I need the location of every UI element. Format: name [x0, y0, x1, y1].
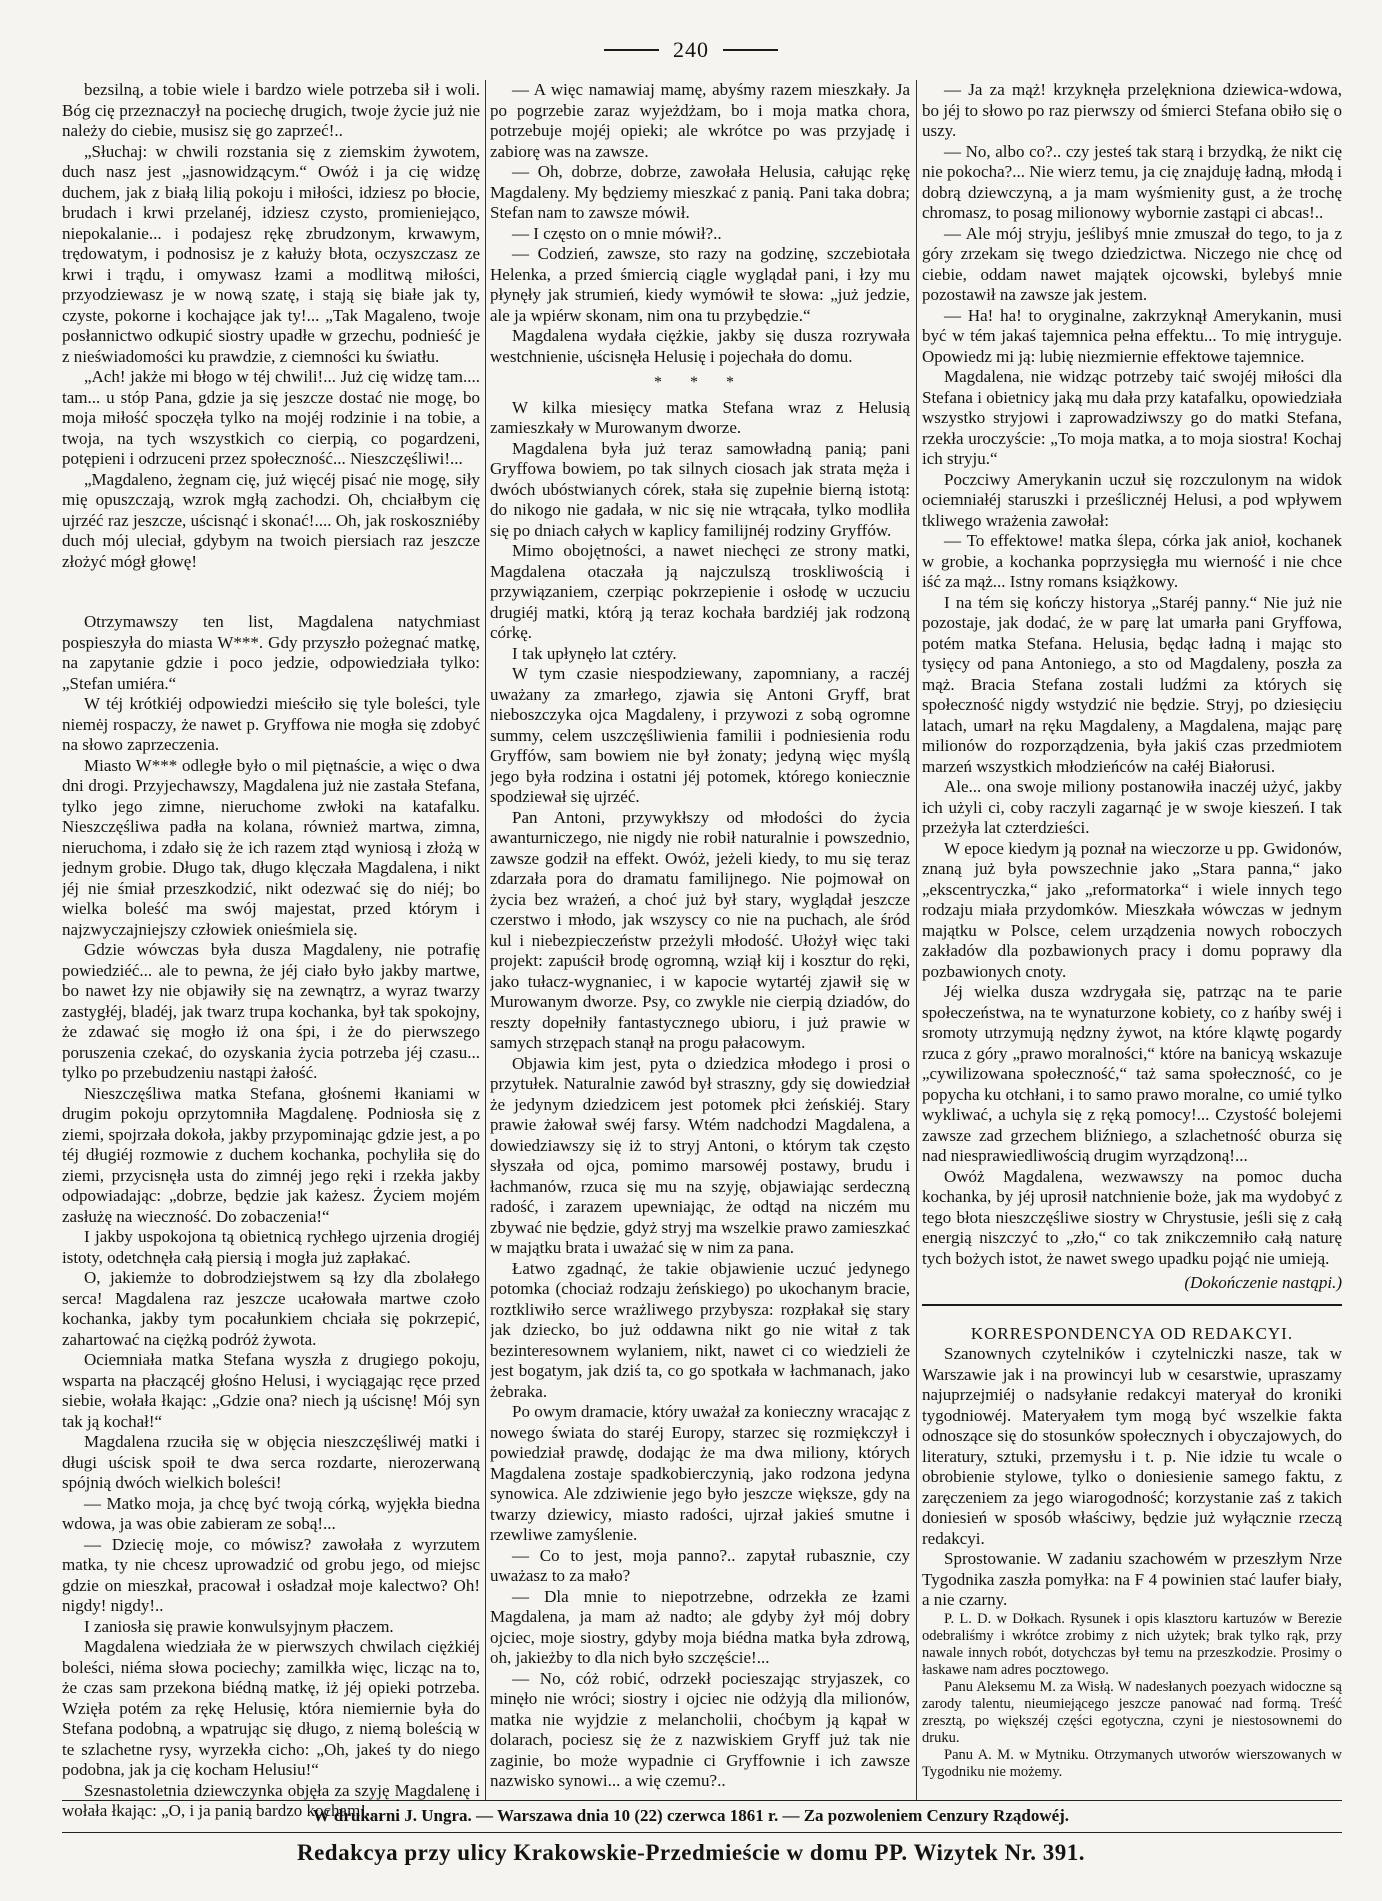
paragraph: — Dziecię moje, co mówisz? zawołała z wyrzutem matka, ty nie chcesz uprowadzić od grobu jego, od miejsc gdzie on mieszkał, pracował i osładzał moje kalectwo? Oh! nigdy! nigdy!..: [62, 1534, 480, 1615]
paragraph: I tak upłynęło lat cztéry.: [512, 643, 677, 663]
paragraph: — To effektowe! matka ślepa, córka jak anioł, kochanek w grobie, a kochanka poprzysięgła mu wierność i nie chce iść za mąż... Istny romans książkowy.: [922, 531, 1342, 591]
paragraph: Nieszczęśliwa matka Stefana, głośnemi łkaniami w drugim pokoju oprzytomniła Magdalenę. Podniosła się z ziemi, spojrzała dokoła, jakby przypominając gdzie jest, a po téj długiéj rozmowie z duchem kochanka, pochyliła się do ziemi, przycisnęła usta do zimnéj jego ręki i rzekła jakby odpowiadając: „dobrze, będzie jak każesz. Życiem mojém zasłużę na wieczność. Do zobaczenia!“: [62, 1083, 480, 1226]
paragraph: — Ha! ha! to oryginalne, zakrzyknął Amerykanin, musi być w tém jakaś tajemnica pełna effektu... To mię intryguje. Opowiedz mi ją: lubię niezmiernie effektowe tajemnice.: [922, 305, 1342, 366]
column-1: [62, 80, 480, 1820]
paragraph: — Dla mnie to niepotrzebne, odrzekła ze łzami Magdalena, ja mam aż nadto; ale gdyby żył mój dobry ojciec, moje siostry, gdyby moja biédna matka była zdrową, oh, jakieżby to dla nich było szczęście!...: [490, 1586, 910, 1667]
paragraph: Mimo obojętności, a nawet niechęci ze strony matki, Magdalena otaczała ją najczulszą troskliwością i przywiązaniem, czerpiąc pokrzepienie i osłodę w uczuciu drugiéj matki, którą ją teraz kochała bardziéj jak rodzoną córkę.: [490, 541, 910, 642]
paragraph: — No, cóż robić, odrzekł pocieszając stryjaszek, co minęło nie wróci; siostry i ojciec nie odżyją dla milionów, matka nie wyjdzie z melancholii, choćbym ją kąpał w dolarach, pociesz się że z nazwiskiem Gryff już tak nie zaginie, bo może wypadnie ci Gryffownie i ich zawsze nazwisko synowi... a wię czemu?..: [490, 1668, 910, 1790]
paragraph: I jakby uspokojona tą obietnicą rychłego ujrzenia drogiéj istoty, odetchnęła całą piersią i mogła już zapłakać.: [62, 1227, 480, 1267]
page-header: [0, 30, 1382, 70]
section-stars: * * *: [654, 374, 746, 391]
paragraph: W téj krótkiéj odpowiedzi mieściło się tyle boleści, tyle niemėj rospaczy, że nawet p. Gryffowa nie mogła się zdobyć na słowo zaprzeczenia.: [62, 694, 480, 754]
paragraph: Otrzymawszy ten list, Magdalena natychmiast pospieszyła do miasta W***. Gdy przyszło pożegnać matkę, na zapytanie gdzie i poco jedzie, odpowiedziała tylko: „Stefan umiéra.“: [62, 612, 480, 693]
paragraph: Sprostowanie. W zadaniu szachowém w przeszłym Nrze Tygodnika zaszła pomyłka: na F 4 powinien stać laufer biały, a nie czarny.: [922, 1549, 1342, 1609]
section-rule: [922, 1304, 1342, 1306]
paragraph: „Ach! jakże mi błogo w téj chwili!... Już cię widzę tam.... tam... u stóp Pana, gdzie ja się jeszcze dostać nie mogę, bo moja miłość spoczęła tylko na mojéj rodzinie i na tobie, a twoja, na tych wszystkich co cierpią, co pogardzeni, potępieni i odrzuceni przez społeczność... Nieszczęśliwi!...: [62, 367, 480, 468]
page-number: 240: [673, 37, 709, 62]
paragraph: — I często on o mnie mówił?..: [512, 223, 722, 243]
column-3: [922, 80, 1342, 1820]
paragraph: — Ja za mąż! krzyknęła przelękniona dziewica-wdowa, bo jéj to słowo po raz pierwszy od śmierci Stefana obiło się o uszy.: [922, 80, 1342, 140]
paragraph: bezsilną, a tobie wiele i bardzo wiele potrzeba sił i woli. Bóg cię przeznaczył na pociechę drugich, twoje życie już nie należy do ciebie, musisz się go zaprzeć!..: [62, 80, 480, 140]
paragraph: Gdzie wówczas była dusza Magdaleny, nie potrafię powiedziéć... ale to pewna, że jéj ciało było jakby martwe, bo nawet łzy nie objawiły się na zewnątrz, a wyraz twarzy zastygłéj, bladéj, jak twarz trupa kochanka, był tak spokojny, że zdawać się mogło iż ona śpi, i że do pierwszego poruszenia czekać, do ozyskania życia potrzeba jéj czasu... tylko po przebudzeniu nastąpi żałość.: [62, 940, 480, 1082]
paragraph: Po owym dramacie, który uważał za konieczny wracając z nowego świata do staréj Europy, starzec się rozmiękczył i powiedział prawdę, dodając że ma dwa miliony, których Magdalena zostaje spadkobierczynią, jako rodzona jedyna synowica. Ale zdziwienie jego było jeszcze większe, gdy na twarzy dziewicy, miasto radości, ujrzał jakieś smutne i rzewliwe zamyślenie.: [490, 1402, 910, 1544]
header-rule-right: [723, 49, 778, 51]
paragraph: W kilka miesięcy matka Stefana wraz z Helusią zamieszkały w Murowanym dworze.: [490, 397, 910, 437]
paragraph: — Matko moja, ja chcę być twoją córką, wyjękła biedna wdowa, ja was obie zabieram ze sobą!...: [62, 1493, 480, 1533]
paragraph: Pan Antoni, przywykłszy od młodości do życia awanturniczego, nie nigdy nie robił naturalnie i powszednio, zawsze godził na effekt. Owóż, jeżeli kiedy, to mu się teraz zdarzała pora do dramatu familijnego. Nie pojmował on życia bez wrażeń, a choć już był stary, wyglądał jeszcze czerstwo i młodo, jak wszyscy co nie na puchach, ale śród kul i niebezpieczeństw przeżyli młodość. Ułożył więc taki projekt: zapuścił brodę ogromną, wziął kij i kosztur do ręki, jako tułacz-wygnaniec, i w kapocie wytartéj zjawił się w Murowanym dworze. Psy, co zwykle nie cierpią dziadów, do reszty dopełniły fantastycznego ubioru, i już prawie w samych strzępach stanął na progu pałacowym.: [490, 807, 910, 1052]
paragraph: — No, albo co?.. czy jesteś tak starą i brzydką, że nikt cię nie pokocha?... Nie wierz temu, ja cię znajduję ładną, młodą i dobrą dziewczyną, a ja mam wyśmienity gust, a że trochę chromasz, to posag milionowy wybornie zastąpi ci abcas!..: [922, 141, 1342, 222]
paragraph: Magdalena, nie widząc potrzeby taić swojéj miłości dla Stefana i obietnicy jaką mu dała przy katafalku, opowiedziała wszystko stryjowi i zaprowadziwszy go do matki Stefana, rzekła uroczyście: „To moja matka, a to moja siostra! Kochaj ich stryju.“: [922, 367, 1342, 468]
paragraph: Magdalena rzuciła się w objęcia nieszczęśliwéj matki i długi uścisk spoił te dwa serca rozdarte, nierozerwaną spójnią dwóch wielkich boleści!: [62, 1432, 480, 1492]
paragraph: — Oh, dobrze, dobrze, zawołała Helusia, całując rękę Magdaleny. My będziemy mieszkać z panią. Pani taka dobra; Stefan nam to zawsze mówił.: [490, 162, 910, 222]
paragraph: O, jakiemże to dobrodziejstwem są łzy dla zbolałego serca! Magdalena raz jeszcze ucałowała martwe czoło kochanka, jakby tym pocałunkiem chciała się pokrzepić, zahartować na ciężką podróż żywota.: [62, 1268, 480, 1349]
paragraph: Szanownych czytelników i czytelniczki nasze, tak w Warszawie jak i na prowincyi lub w cesarstwie, upraszamy najuprzejmiéj o nadsyłanie redakcyi materyał do kroniki tygodniowéj. Materyałem tym mogą być wszelkie fakta odnoszące się do stosunków społecznych i obyczajowych, do literatury, sztuki, przemysłu i t. p. Nie idzie tu wcale o obrobienie stylowe, tylko o doniesienie samego faktu, z zaręczeniem za jego wiarogodność; korzystanie zaś z takich doniesień w sposób właściwy, będzie już wyłącznie rzeczą redakcyi.: [922, 1344, 1342, 1548]
paragraph: Szesnastoletnia dziewczynka objęła za szyję Magdalenę i wołała łkając: „O, i ja panią bardzo kocham!..: [62, 1780, 480, 1820]
paragraph: Magdalena wydała ciężkie, jakby się dusza rozrywała westchnienie, uścisnęła Helusię i pojechała do domu.: [490, 326, 910, 366]
column-2: [490, 80, 910, 1820]
section-title: KORRESPONDENCYA OD REDAKCYI.: [970, 1323, 1294, 1343]
paragraph: W tym czasie niespodziewany, zapomniany, a raczéj uważany za zmarłego, zjawia się Antoni Gryff, brat nieboszczyka ojca Magdaleny, i przywozi z sobą ogromne summy, celem uszczęśliwienia familii i podniesienia rodu Gryffów, sam bowiem nie był żonaty; jedyną więc myślą jego była rodzina i ostatni jéj potomek, którego koniecznie spodziewał się ujrzéć.: [490, 664, 910, 806]
paragraph: — Co to jest, moja panno?.. zapytał rubasznie, czy uważasz to za mało?: [490, 1545, 910, 1585]
paragraph: „Słuchaj: w chwili rozstania się z ziemskim żywotem, duch nasz jest „jasnowidzącym.“ Owóż i ja cię widzę duchem, jak z białą lilią pokoju i miłości, idziesz po błocie, brudach i krwi przelanéj, idziesz czysto, promieniejąco, niepokalanie... i podajesz rękę zbrudzonym, krwawym, trędowatym, i podnosisz je z kałuży błota, oczyszczasz ze krwi i trądu, i omywasz łzami a modlitwą miłości, przyodziewasz je w nową szatę, i stają się białe jak ty, czyste, pokorne i kochające jak ty!... „Tak Magaleno, twoje posłannictwo odkupić siostry upadłe w grzechu, podnieść je z nieświadomości ku prawdzie, z ciemności ku światłu.: [62, 141, 480, 366]
paragraph: Miasto W*** odległe było o mil piętnaście, a więc o dwa dni drogi. Przyjechawszy, Magdalena już nie zastała Stefana, tylko jego zimne, nieruchome zwłoki na katafalku. Nieszczęśliwa padła na kolana, również martwa, zimna, nieruchoma, i zdało się że ich razem ztąd wyniosą i złożą w jednym grobie. Długo tak, długo klęczała Magdalena, i nikt jéj nie śmiał przeszkodzić, nikt odezwać się do niéj; bo wielka boleść ma swój majestat, przed którym i najzwyczajniejszy człowiek onieśmiela się.: [62, 755, 480, 939]
spacer: [62, 572, 480, 612]
printer-imprint: W drukarni J. Ungra. — Warszawa dnia 10 (22) czerwca 1861 r. — Za pozwoleniem Cenzury Rządowéj.: [312, 1806, 1070, 1825]
paragraph: I zaniosła się prawie konwulsyjnym płaczem.: [84, 1616, 394, 1636]
footer-rule: [62, 1832, 1342, 1833]
paragraph: Owóż Magdalena, wezwawszy na pomoc ducha kochanka, by jéj uprosił natchnienie boże, jak ma wydobyć z tego błota nieszczęśliwe siostry w Chrystusie, jeśli się z całą energią niszczyć to „zło,“ co tak znikczemniło całą naturę tych bożych istot, że nawet swego upadku pojąć nie umieją.: [922, 1166, 1342, 1268]
header-rule-left: [604, 49, 659, 51]
paragraph: Ale... ona swoje miliony postanowiła inaczéj użyć, jakby ich użyli ci, coby raczyli zagarnąć je w swoje kieszeń. I tak przeżyła lat czterdzieści.: [922, 777, 1342, 837]
paragraph: I na tém się kończy historya „Staréj panny.“ Nie już nie pozostaje, jak dodać, że w parę lat umarła pani Gryffowa, potém matka Stefana. Helusia, będąc ładną i mając sto tysięcy od pana Antoniego, a sto od Magdaleny, poszła za mąż. Bracia Stefana zostali ludźmi za których się społeczność nigdy wstydzić nie będzie. Stryj, po dziesięciu latach, umarł na ręku Magdaleny, a Magdalena, mając parę milionów do rozporządzenia, była jakiś czas przedmiotem marzeń wszystkich młodzieńców na całéj Białorusi.: [922, 592, 1342, 776]
editorial-note: Panu A. M. w Mytniku. Otrzymanych utworów wierszowanych w Tygodniku nie możemy.: [922, 1746, 1342, 1780]
paragraph: — Codzień, zawsze, sto razy na godzinę, szczebiotała Helenka, a przed śmiercią ciągle wyglądał pani, i łzy mu płynęły jak strumień, kiedy wymówił te słowa: „już jedzie, ale ja wpiérw skonam, nim ona tu przybędzie.“: [490, 244, 910, 325]
paragraph: Poczciwy Amerykanin uczuł się rozczulonym na widok ociemniałéj staruszki i prześlicznéj Helusi, a pod wpływem tkliwego wrażenia zawołał:: [922, 469, 1342, 530]
paragraph: Łatwo zgadnąć, że takie objawienie uczuć jedynego potomka (chociaż rodzaju żeńskiego) po ukochanym bracie, roztkliwiło serce wrażliwego przybysza: rozpłakał się stary jak dziecko, bo już oddawna nikt go nie witał z tak bezinteresownem wylaniem, nikt, nawet ci co wiedzieli że jest bogatym, jak dziś ta, co go spotkała w łachmanach, jako żebraka.: [490, 1258, 910, 1401]
paragraph: „Magdaleno, żegnam cię, już więcéj pisać nie mogę, siły mię opuszczają, wzrok mgłą zachodzi. Oh, chciałbym cię ujrzéć raz jeszcze, uścisnąć i skonać!.... Oh, jak roskoszniéby duch mój uleciał, gdybym na twoich piersiach raz jeszcze złożyć mógł głowę!: [62, 469, 480, 571]
paragraph: Ociemniała matka Stefana wyszła z drugiego pokoju, wsparta na płaczącéj głośno Helusi, i wyciągając ręce przed siebie, wołała łkając: „Gdzie ona? niech ją uścisnę! Mój syn tak ją kochał!“: [62, 1350, 480, 1431]
editorial-note: Panu Aleksemu M. za Wisłą. W nadesłanych poezyach widoczne są zarody talentu, nieumiejącego jeszcze panować nad formą. Treść zresztą, po większéj części egotyczna, czyni je niestosownemi do druku.: [922, 1678, 1342, 1746]
paragraph: — A więc namawiaj mamę, abyśmy razem mieszkały. Ja po pogrzebie zaraz wyjeżdżam, bo i moja matka chora, potrzebuje mojéj opieki; ale wkrótce po was przyjadę i zabiorę was na zawsze.: [490, 80, 910, 161]
paragraph: Jéj wielka dusza wzdrygała się, patrząc na te parie społeczeństwa, na te wynaturzone kobiety, co z hańby swéj i sromoty utrzymują nędzny żywot, na które kląwtę pogardy rzuca z góry „prawo moralności,“ które na banicyą wskazuje „cywilizowana społeczność,“ taż sama społeczność, co je popycha ku otchłani, i to samo prawo moralne, co umié tylko wykliwać, a uchyla się z ręką pomocy!... Czystość bolejemi zawsze zad grzechem bliźniego, a szlachetność oburza się nad niesprawiedliwością drugim wyrządzoną!...: [922, 982, 1342, 1165]
paragraph: W epoce kiedym ją poznał na wieczorze u pp. Gwidonów, znaną już była powszechnie jako „Stara panna,“ jako „ekscentryczka,“ jako „reformatorka“ i wiele innych tego rodzaju miała przydomków. Mieszkała wówczas w jednym majątku w Polsce, celem urządzenia nowych roboczych zakładów dla pozbawionych pracy i domu poprawy dla pozbawionych cnoty.: [922, 838, 1342, 981]
footer-rule: [62, 1800, 1342, 1801]
editorial-note: P. L. D. w Dołkach. Rysunek i opis klasztoru kartuzów w Berezie odebraliśmy i wkrótce zrobimy z nich użytek; brak tylko rąk, przy nawale innych robót, dotychczas był temu na przeszkodzie. Prosimy o łaskawe nam adres pocztowego.: [922, 1610, 1342, 1678]
continuation-note: (Dokończenie nastąpi.): [1184, 1273, 1342, 1292]
column-divider: [485, 80, 486, 1800]
paragraph: Magdalena wiedziała że w pierwszych chwilach ciężkiéj boleści, niéma słowa pociechy; zamilkła więc, licząc na to, że czas sam przekona biédną matkę, iż jéj opieki potrzeba. Wzięła potém za rękę Helusię, która niemiernie była do Stefana podobną, a wpatrując się długo, z niemą boleścią w te szlachetne rysy, wyrzekła cicho: „Oh, jakeś ty do niego podobna, jak ja cię kocham Helusiu!“: [62, 1637, 480, 1779]
paragraph: — Ale mój stryju, jeślibyś mnie zmuszał do tego, to ja z góry zrzekam się twego dziedzictwa. Niczego nie chcę od ciebie, oddam nawet majątek ojcowski, bylebyś mnie pozostawił na zawsze jak jestem.: [922, 223, 1342, 304]
editorial-address: Redakcya przy ulicy Krakowskie-Przedmieście w domu PP. Wizytek Nr. 391.: [296, 1840, 1086, 1865]
paragraph: Magdalena była już teraz samowładną panią; pani Gryffowa bowiem, po tak silnych ciosach jak strata męża i dwóch ubóstwianych córek, stała się zupełnie bierną istotą: do nikogo nie gadała, w nic się nie wtrącała, tylko modliła się po dniach całych w kaplicy familijnéj rodziny Gryffów.: [490, 438, 910, 540]
paragraph: Objawia kim jest, pyta o dziedzica młodego i prosi o przytułek. Naturalnie zawód był straszny, gdy się dowiedział że jedynym dziedzicem jest potomek płci żeńskiéj. Stary prawie żałował swéj farsy. Wtém nadchodzi Magdalena, a dowiedziawszy się iż to stryj Antoni, o którym tak często słyszała od ojca, pomimo marsowéj postawy, brudu i łachmanów, rzuca się mu na szyję, objawiając serdeczną radość, i zarazem upewniając, że odtąd na niczém mu zbywać nie będzie, gdyż stryj ma wszelkie prawo zamieszkać w majątku brata i uważać się w nim za pana.: [490, 1053, 910, 1257]
column-divider: [916, 80, 917, 1800]
